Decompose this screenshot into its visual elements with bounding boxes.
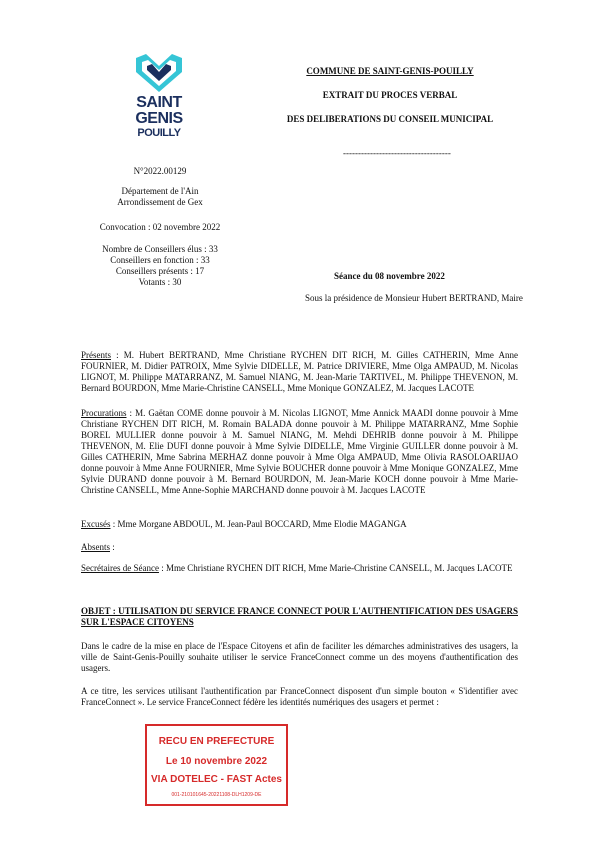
excuses-paragraph [81,519,518,530]
secretaires-label: Secrétaires de Séance [81,563,159,573]
body-paragraph-2: A ce titre, les services utilisant l'authentification par FranceConnect disposent d'un simple bouton « S'identifier avec FranceConnect ». Le service FranceConnect fédère les identités numériques des usagers et permet : [81,686,518,707]
excuses-text: : Mme Morgane ABDOUL, M. Jean-Paul BOCCARD, Mme Elodie MAGANGA [110,519,407,529]
saint-genis-pouilly-logo [128,52,190,142]
elus-count: Nombre de Conseillers élus : 33 [102,244,218,254]
fonction-count: Conseillers en fonction : 33 [110,255,210,265]
extrait-title: EXTRAIT DU PROCES VERBAL [322,90,458,100]
absents-paragraph [81,542,518,553]
heart-logo-icon [128,52,190,96]
arrondissement: Arrondissement de Gex [117,197,203,207]
presents-paragraph [81,350,518,394]
presidence-line: Sous la présidence de Monsieur Hubert BERTRAND, Maire [305,293,523,303]
prefecture-stamp [145,724,288,806]
logo-text-genis: GENIS [135,110,183,127]
secretaires-text: : Mme Christiane RYCHEN DIT RICH, Mme Marie-Christine CANSELL, M. Jacques LACOTE [158,563,513,573]
procurations-label: Procurations [81,408,127,418]
department: Département de l'Ain [121,186,199,196]
procurations-text: : M. Gaëtan COME donne pouvoir à M. Nicolas LIGNOT, Mme Annick MAADI donne pouvoir à Mme Christiane RYCHEN DIT RICH, M. Romain BALADA donne pouvoir à M. Philippe MATARRANZ, Mme Sophie BOREL MULLIER donne pouvoir à M. Samuel NIANG, M. Mehdi DEHRIB donne pouvoir à M. Philippe THEVENON, M. Elie DUFI donne pouvoir à Mme Sylvie DIDELLE, Mme Virginie GUILLER donne pouvoir à M. Gilles CATHERIN, Mme Sabrina MERHAZ donne pouvoir à Mme Olga AMPAUD, Mme Olivia RASOLOARIJAO donne pouvoir à Mme Anne FOURNIER, Mme Sylvie BOUCHER donne pouvoir à Mme Monique GONZALEZ, Mme Sylvie DURAND donne pouvoir à M. Bernard BOURDON, M. Jean-Marie KOCH donne pouvoir à Mme Marie-Christine CANSELL, Mme Anne-Sophie MARCHAND donne pouvoir à M. Jacques LACOTE [81,408,518,495]
deliberation-number: N°2022.00129 [133,166,187,176]
header-separator: ------------------------------------ [343,148,451,158]
deliberations-title: DES DELIBERATIONS DU CONSEIL MUNICIPAL [286,114,494,124]
stamp-line-reference: 001-210101645-20221108-DLH1209-DE [171,792,262,798]
stamp-line-recu: RECU EN PREFECTURE [158,736,275,747]
objet-heading: OBJET : UTILISATION DU SERVICE FRANCE CONNECT POUR L'AUTHENTIFICATION DES USAGERS SUR L'ESPACE CITOYENS [81,606,518,627]
excuses-label: Excusés [81,519,111,529]
absents-text: : [110,542,115,552]
council-counts [60,244,260,288]
department-block [60,186,260,208]
secretaires-paragraph [81,563,518,574]
votants-count: Votants : 30 [138,277,182,287]
seance-title: Séance du 08 novembre 2022 [334,271,445,281]
absents-label: Absents [81,542,110,552]
logo-text-pouilly: POUILLY [137,127,181,139]
stamp-line-date: Le 10 novembre 2022 [165,756,268,767]
convocation-date: Convocation : 02 novembre 2022 [99,222,221,232]
presents-count: Conseillers présents : 17 [115,266,205,276]
stamp-line-via: VIA DOTELEC - FAST Actes [151,774,282,785]
presents-text: : M. Hubert BERTRAND, Mme Christiane RYCHEN DIT RICH, M. Gilles CATHERIN, Mme Anne FOURNIER, M. Didier PATROIX, Mme Sylvie DIDELLE, M. Patrice DRIVIERE, Mme Olga AMPAUD, M. Nicolas LIGNOT, M. Philippe MATARRANZ, M. Samuel NIANG, M. Jean-Marie TARTIVEL, M. Philippe THEVENON, M. Bernard BOURDON, Mme Marie-Christine CANSELL, Mme Monique GONZALEZ, M. Jacques LACOTE [81,350,518,393]
commune-title: COMMUNE DE SAINT-GENIS-POUILLY [306,66,474,76]
logo-text-saint: SAINT [136,94,182,111]
presents-label: Présents [81,350,111,360]
body-paragraph-1: Dans le cadre de la mise en place de l'Espace Citoyens et afin de faciliter les démarches administratives des usagers, la ville de Saint-Genis-Pouilly souhaite utiliser le service FranceConnect comme un des moyens d'authentification des usagers. [81,641,518,673]
procurations-paragraph [81,408,518,496]
